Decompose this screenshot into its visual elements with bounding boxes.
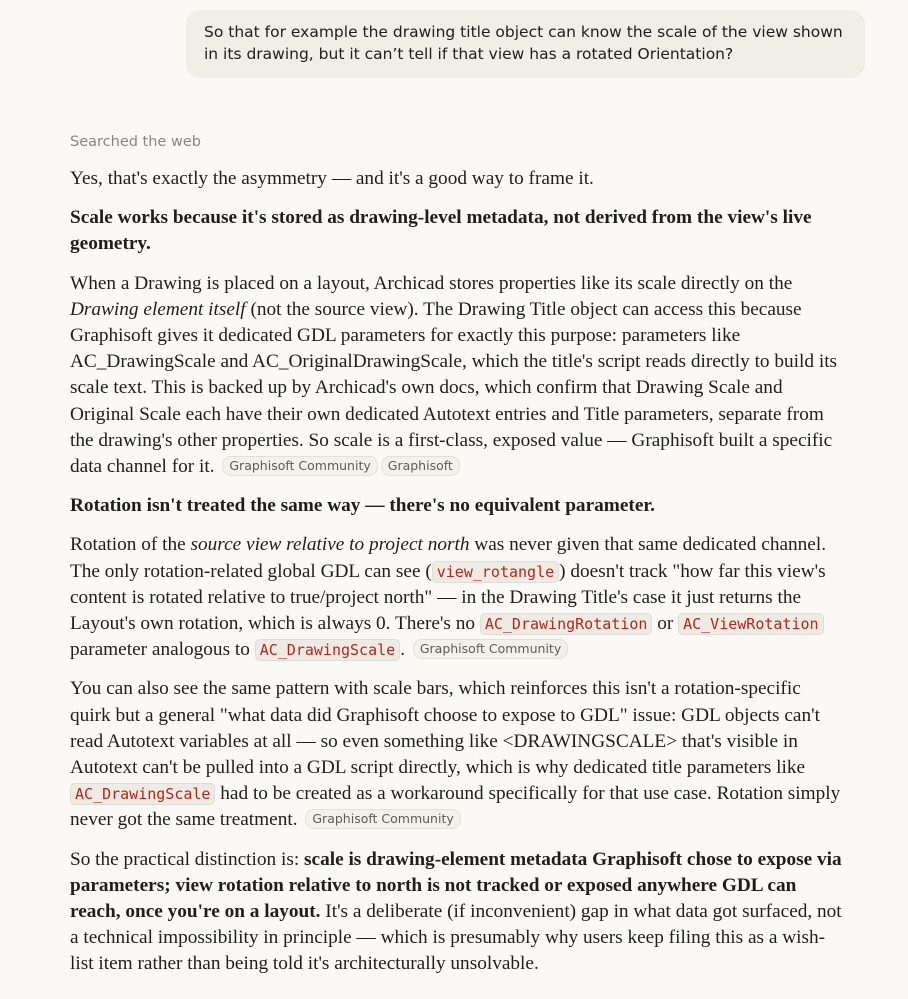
heading-scale-text: Scale works because it's stored as drawing-level metadata, not derived from the view's live geometry. <box>70 207 812 255</box>
inline-code: AC_DrawingRotation <box>480 613 653 635</box>
emphasis-text: Drawing element itself <box>70 298 246 320</box>
user-message-text: So that for example the drawing title object can know the scale of the view shown in its drawing, but it can’t tell if that view has a rotated Orientation? <box>204 23 843 63</box>
inline-code: view_rotangle <box>432 561 559 583</box>
response-paragraph-conclusion <box>70 847 845 978</box>
bold-text: scale is drawing-element metadata Graphisoft chose to expose via parameters; view rotation relative to north is not tracked or exposed anywhere GDL can reach, once you're on a layout. <box>70 848 842 923</box>
text-span: ) doesn't track "how far this view's content is rotated relative to true/project north" — in the Drawing Title's case it just returns the Layout's own rotation, which is always 0. There's no <box>70 560 826 635</box>
text-span: was never given that same dedicated channel. The only rotation-related global GDL can see ( <box>70 534 827 582</box>
text-span: (not the source view). The Drawing Title object can access this because Graphisoft gives it dedicated GDL parameters for exactly this purpose: parameters like AC_DrawingScale and AC_OriginalDrawingScale, which the title's script reads directly to build its scale text. This is backed up by Archicad's own docs, which confirm that Drawing Scale and Original Scale each have their own dedicated Autotext entries and Title parameters, separate from the drawing's other properties. So scale is a first-class, exposed value — Graphisoft built a specific data channel for it. <box>70 298 838 478</box>
response-paragraph-scale-bars <box>70 676 845 833</box>
response-paragraph-scale <box>70 271 845 481</box>
text-span: So the practical distinction is: <box>70 848 305 870</box>
text-span: You can also see the same pattern with scale bars, which reinforces this isn't a rotation-specific quirk but a general "what data did Graphisoft choose to expose to GDL" issue: GDL objects can't read Autotext variables at all — so even something like <DRAWINGSCALE> that's visible in Autotext can't be pulled into a GDL script directly, which is why dedicated title parameters like <box>70 678 820 779</box>
text-span: It's a deliberate (if inconvenient) gap in what data got surfaced, not a technical impossibility in principle — which is presumably why users keep filing this as a wish-list item rather than being told it's architecturally unsolvable. <box>70 901 842 975</box>
text-span: or <box>652 613 679 635</box>
user-message-bubble <box>186 10 865 78</box>
inline-code: AC_ViewRotation <box>678 613 823 635</box>
citation-chip[interactable]: Graphisoft Community <box>305 809 460 829</box>
heading-rotation-text: Rotation isn't treated the same way — there's no equivalent parameter. <box>70 495 655 517</box>
response-heading-scale <box>70 205 845 257</box>
response-heading-rotation <box>70 493 845 519</box>
citation-chip[interactable]: Graphisoft Community <box>222 456 377 476</box>
citation-chip[interactable]: Graphisoft Community <box>413 639 568 659</box>
searched-web-status[interactable]: Searched the web <box>70 134 201 150</box>
text-span: had to be created as a workaround specifically for that use case. Rotation simply never got the same treatment. <box>70 783 841 831</box>
text-span: Rotation of the <box>70 534 191 556</box>
citation-chip[interactable]: Graphisoft <box>381 456 460 476</box>
text-span: parameter analogous to <box>70 639 255 661</box>
inline-code: AC_DrawingScale <box>70 783 215 805</box>
text-span: When a Drawing is placed on a layout, Archicad stores properties like its scale directly on the <box>70 272 793 294</box>
response-intro: Yes, that's exactly the asymmetry — and it's a good way to frame it. <box>70 168 594 189</box>
inline-code: AC_DrawingScale <box>255 639 400 661</box>
emphasis-text: source view relative to project north <box>190 534 470 556</box>
text-span: . <box>400 639 406 661</box>
response-paragraph-rotation <box>70 532 845 663</box>
assistant-response <box>70 166 845 991</box>
